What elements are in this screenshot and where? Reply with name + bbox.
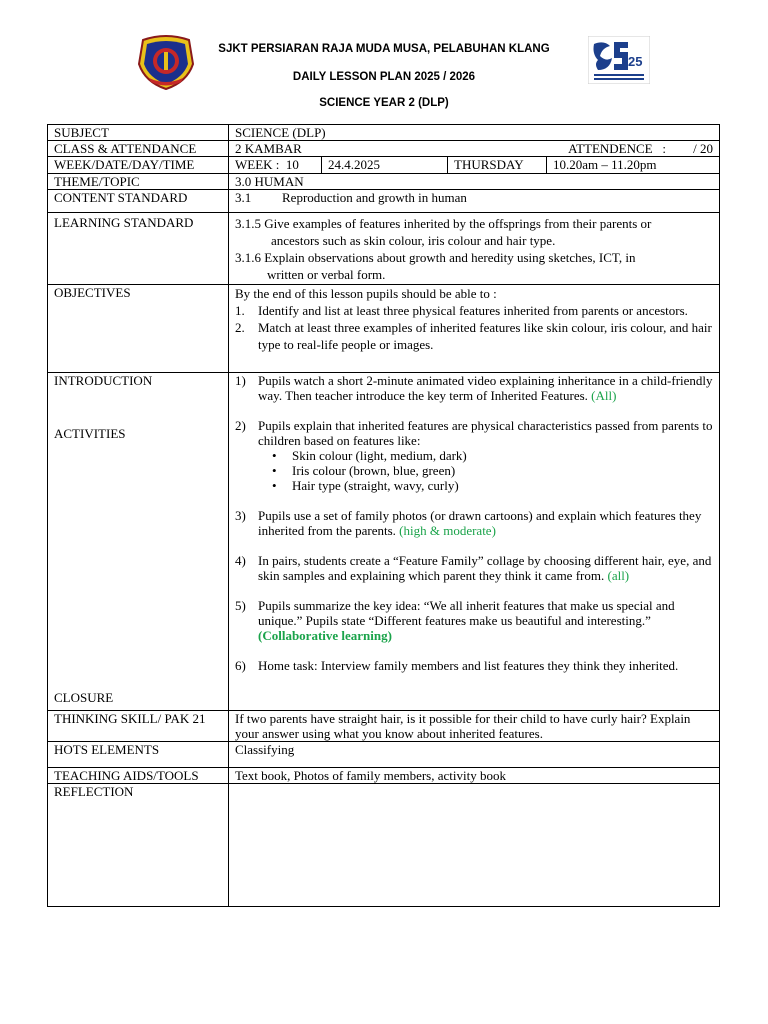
class-value-cell bbox=[229, 141, 720, 157]
activity-number: 6) bbox=[235, 658, 246, 673]
objective-number: 2. bbox=[235, 320, 245, 335]
theme-value: 3.0 HUMAN bbox=[229, 174, 720, 190]
row-thinking bbox=[48, 711, 720, 742]
plan-title: DAILY LESSON PLAN 2025 / 2026 bbox=[292, 71, 476, 83]
learning-label: LEARNING STANDARD bbox=[48, 213, 229, 285]
subject-title: SCIENCE YEAR 2 (DLP) bbox=[319, 97, 449, 109]
bullet-item: • Iris colour (brown, blue, green) bbox=[292, 463, 713, 478]
week-value: WEEK : 10 bbox=[229, 157, 322, 173]
hots-label: HOTS ELEMENTS bbox=[48, 742, 229, 768]
thinking-value: If two parents have straight hair, is it possible for their child to have curly hair? Explain your answer using what you know about inherited features. bbox=[229, 711, 720, 742]
objective-number: 1. bbox=[235, 303, 245, 318]
learning-item-lead: 3.1.5 Give examples of features inherited by the offsprings from their parents or bbox=[235, 216, 652, 231]
activity-item bbox=[235, 373, 713, 403]
theme-label: THEME/TOPIC bbox=[48, 174, 229, 190]
activity-tag: (All) bbox=[591, 388, 617, 403]
attendance-label: ATTENDENCE : bbox=[568, 141, 666, 156]
school-name: SJKT PERSIARAN RAJA MUDA MUSA, PELABUHAN KLANG bbox=[218, 43, 550, 55]
row-class bbox=[48, 141, 720, 157]
content-value: Reproduction and growth in human bbox=[282, 190, 467, 205]
activity-text: Pupils watch a short 2-minute animated video explaining inheritance in a child-friendly way. Then teacher introduce the key term of Inherited Features. bbox=[258, 373, 713, 403]
objective-item bbox=[235, 319, 713, 353]
week-cells bbox=[229, 157, 720, 174]
hots-value: Classifying bbox=[229, 742, 720, 768]
learning-item-lead: 3.1.6 Explain observations about growth and heredity using sketches, ICT, in bbox=[235, 250, 636, 265]
learning-item-rest: written or verbal form. bbox=[267, 267, 386, 282]
activity-number: 1) bbox=[235, 373, 246, 388]
row-theme bbox=[48, 174, 720, 190]
activities-labels-cell bbox=[48, 373, 229, 711]
introduction-label: INTRODUCTION bbox=[54, 373, 153, 388]
reflection-label: REFLECTION bbox=[48, 784, 229, 907]
activity-tag: (high & moderate) bbox=[399, 523, 496, 538]
objective-text: Identify and list at least three physical features inherited from parents or ancestors. bbox=[258, 303, 688, 318]
logo-number: 25 bbox=[628, 54, 643, 69]
content-cell bbox=[229, 190, 720, 213]
week-label: WEEK/DATE/DAY/TIME bbox=[48, 157, 229, 174]
row-learning bbox=[48, 213, 720, 285]
activity-item bbox=[235, 418, 713, 493]
row-activities bbox=[48, 373, 720, 711]
row-week bbox=[48, 157, 720, 174]
learning-item-rest: ancestors such as skin colour, iris colour and hair type. bbox=[271, 233, 556, 248]
content-label: CONTENT STANDARD bbox=[48, 190, 229, 213]
class-label: CLASS & ATTENDANCE bbox=[48, 141, 229, 157]
activity-text: Pupils explain that inherited features are physical characteristics passed from parents to children based on features like: bbox=[258, 418, 713, 448]
activity-number: 3) bbox=[235, 508, 246, 523]
row-content bbox=[48, 190, 720, 213]
bullet-item: • Skin colour (light, medium, dark) bbox=[292, 448, 713, 463]
attendance-value: / 20 bbox=[693, 141, 713, 156]
reflection-value bbox=[229, 784, 720, 907]
activities-label: ACTIVITIES bbox=[54, 426, 126, 441]
activity-item bbox=[235, 508, 713, 538]
content-number: 3.1 bbox=[235, 190, 252, 205]
activity-item bbox=[235, 553, 713, 583]
activity-item bbox=[235, 658, 713, 673]
objective-text: Match at least three examples of inherited features like skin colour, iris colour, and hair type to real-life people or images. bbox=[258, 320, 712, 352]
subject-value: SCIENCE (DLP) bbox=[229, 125, 720, 141]
objective-item bbox=[235, 302, 713, 319]
aids-value: Text book, Photos of family members, activity book bbox=[229, 768, 720, 784]
activity-number: 2) bbox=[235, 418, 246, 433]
activity-text: In pairs, students create a “Feature Family” collage by choosing different hair, eye, and skin samples and explaining which parent they think it came from. bbox=[258, 553, 712, 583]
thinking-label: THINKING SKILL/ PAK 21 bbox=[48, 711, 229, 742]
activities-cell bbox=[229, 373, 720, 711]
activity-number: 5) bbox=[235, 598, 246, 613]
objectives-label: OBJECTIVES bbox=[48, 285, 229, 373]
aids-label: TEACHING AIDS/TOOLS bbox=[48, 768, 229, 784]
time-value: 10.20am – 11.20pm bbox=[553, 157, 657, 172]
day-value: THURSDAY bbox=[448, 157, 547, 173]
learning-item bbox=[235, 215, 713, 249]
activity-item bbox=[235, 598, 713, 643]
date-value: 24.4.2025 bbox=[322, 157, 448, 173]
learning-cell bbox=[229, 213, 720, 285]
activity-text: Pupils summarize the key idea: “We all inherit features that make us special and unique.” Pupils state “Different features make us beautiful and interesting.” bbox=[258, 598, 675, 628]
row-objectives bbox=[48, 285, 720, 373]
row-subject bbox=[48, 125, 720, 141]
activity-tag: (Collaborative learning) bbox=[258, 628, 392, 643]
row-aids bbox=[48, 768, 720, 784]
lesson-plan-table bbox=[47, 124, 720, 907]
objectives-cell bbox=[229, 285, 720, 373]
activity-text: Home task: Interview family members and list features they think they inherited. bbox=[258, 658, 679, 673]
activity-number: 4) bbox=[235, 553, 246, 568]
closure-label: CLOSURE bbox=[54, 690, 114, 705]
activity-tag: (all) bbox=[607, 568, 630, 583]
activity-text: Pupils use a set of family photos (or drawn cartoons) and explain which features they inherited from the parents. bbox=[258, 508, 702, 538]
row-hots bbox=[48, 742, 720, 768]
row-reflection bbox=[48, 784, 720, 907]
class-value: 2 KAMBAR bbox=[235, 141, 302, 156]
bullet-item: • Hair type (straight, wavy, curly) bbox=[292, 478, 713, 493]
feature-bullet-list bbox=[258, 448, 713, 493]
subject-label: SUBJECT bbox=[48, 125, 229, 141]
objectives-intro: By the end of this lesson pupils should be able to : bbox=[235, 286, 497, 301]
learning-item bbox=[235, 249, 713, 283]
